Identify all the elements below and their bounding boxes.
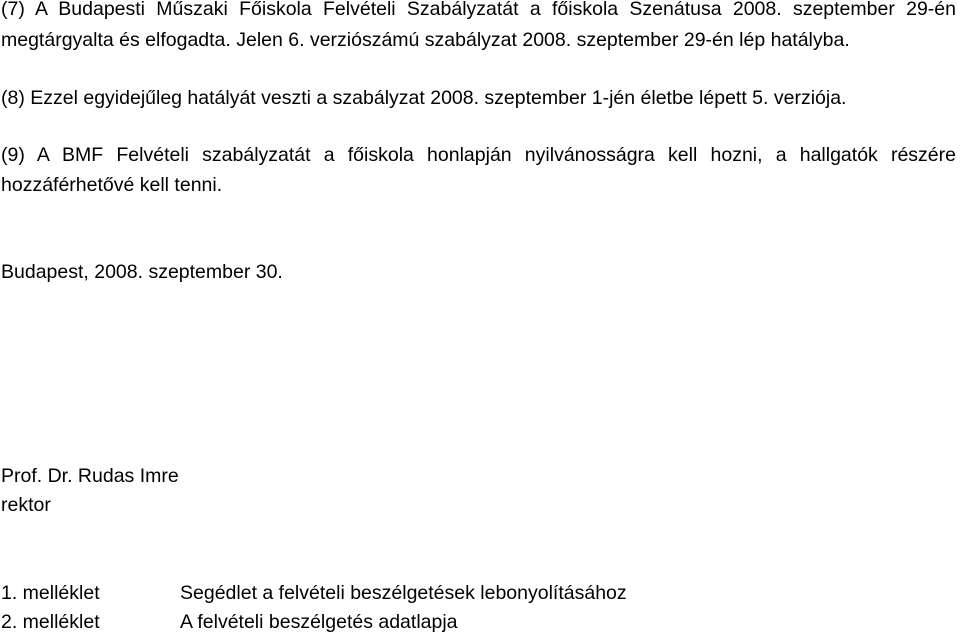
paragraph-8: (8) Ezzel egyidejűleg hatályát veszti a szabályzat 2008. szeptember 1-jén életbe lépett 5. verziója. xyxy=(1,87,847,109)
annex-2-label: 2. melléklet xyxy=(1,611,100,633)
annex-1-label: 1. melléklet xyxy=(1,582,100,604)
paragraph-9-line-1: (9) A BMF Felvételi szabályzatát a főiskola honlapján nyilvánosságra kell hozni, a hallgatók részére xyxy=(1,144,956,166)
paragraph-7-line-1: (7) A Budapesti Műszaki Főiskola Felvételi Szabályzatát a főiskola Szenátusa 2008. szeptember 29-én xyxy=(1,0,956,20)
signatory-title: rektor xyxy=(1,494,51,516)
paragraph-7-line-2: megtárgyalta és elfogadta. Jelen 6. verziószámú szabályzat 2008. szeptember 29-én lép hatályba. xyxy=(1,29,850,51)
annex-1-title: Segédlet a felvételi beszélgetések lebonyolításához xyxy=(180,582,627,604)
signatory-name: Prof. Dr. Rudas Imre xyxy=(1,465,179,487)
annex-2-title: A felvételi beszélgetés adatlapja xyxy=(180,611,458,633)
paragraph-9-line-2: hozzáférhetővé kell tenni. xyxy=(1,174,223,196)
place-and-date: Budapest, 2008. szeptember 30. xyxy=(1,261,283,283)
